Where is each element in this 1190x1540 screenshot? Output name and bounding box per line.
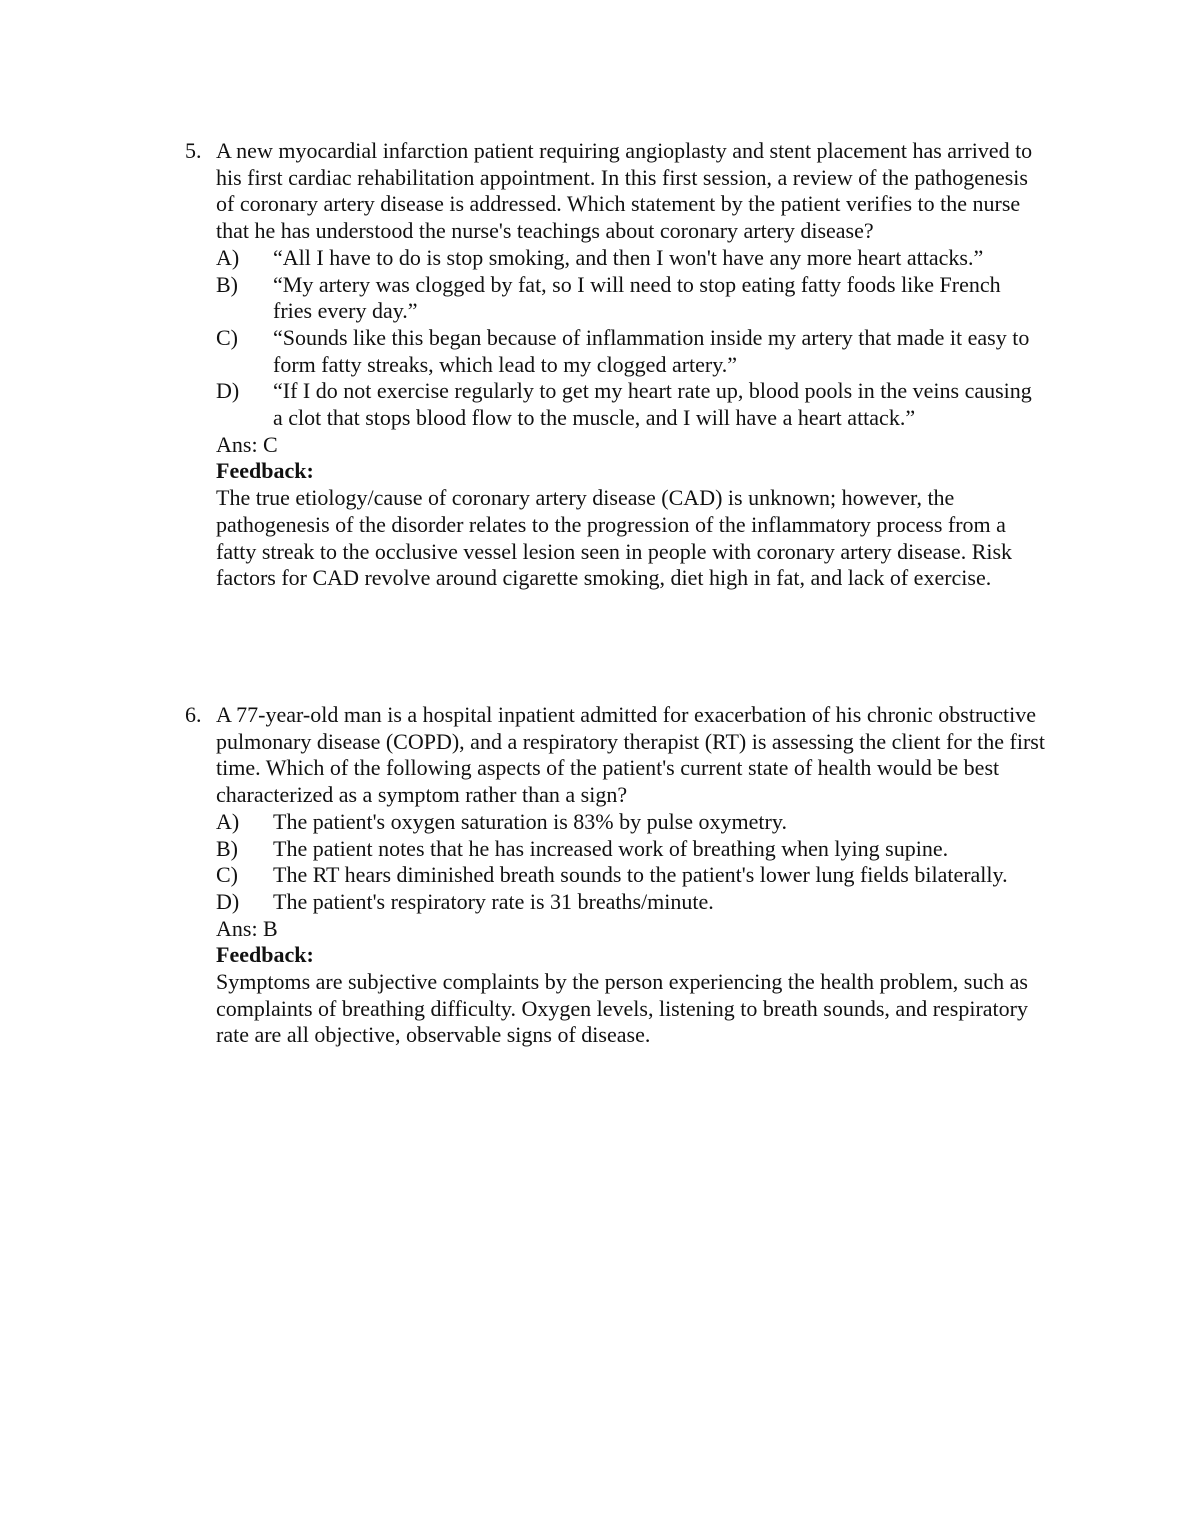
option-letter: D) (216, 888, 240, 914)
answer-options (216, 809, 1045, 916)
option-b (216, 836, 1045, 863)
option-letter: A) (216, 244, 240, 270)
feedback-heading: Feedback: (216, 942, 314, 968)
option-letter: B) (216, 271, 238, 297)
option-a (216, 245, 1045, 272)
option-letter: C) (216, 324, 238, 350)
question-header (185, 138, 1045, 592)
option-text: “All I have to do is stop smoking, and then I won't have any more heart attacks.” (273, 244, 984, 270)
option-text: The patient's oxygen saturation is 83% by pulse oxymetry. (273, 808, 787, 834)
answer-key: Ans: B (216, 915, 278, 941)
option-text: The patient notes that he has increased work of breathing when lying supine. (273, 835, 949, 861)
answer-options (216, 245, 1045, 432)
option-b (216, 272, 1045, 325)
question-header (185, 702, 1045, 1049)
question-number: 6. (185, 702, 202, 727)
question-content (216, 702, 1045, 1049)
feedback-text: Symptoms are subjective complaints by the person experiencing the health problem, such as complaints of breathing difficulty. Oxygen levels, listening to breath sounds, and respiratory rate are all objective, observable signs of disease. (216, 969, 1028, 1048)
option-letter: C) (216, 862, 238, 888)
question-content (216, 138, 1045, 592)
option-text: “If I do not exercise regularly to get my heart rate up, blood pools in the veins causing a clot that stops blood flow to the muscle, and I will have a heart attack.” (273, 378, 1032, 431)
question-6 (185, 702, 1045, 1049)
option-c (216, 862, 1045, 889)
answer-key: Ans: C (216, 431, 278, 457)
question-5 (185, 138, 1045, 592)
question-stem: A 77-year-old man is a hospital inpatient admitted for exacerbation of his chronic obstructive pulmonary disease (COPD), and a respiratory therapist (RT) is assessing the client for the first time. Which of the following aspects of the patient's current state of health would be best characterized as a symptom rather than a sign? (216, 702, 1045, 808)
option-text: The RT hears diminished breath sounds to the patient's lower lung fields bilaterally. (273, 862, 1008, 888)
feedback-heading: Feedback: (216, 458, 314, 484)
question-number: 5. (185, 138, 202, 163)
feedback-text: The true etiology/cause of coronary artery disease (CAD) is unknown; however, the pathogenesis of the disorder relates to the progression of the inflammatory process from a fatty streak to the occlusive vessel lesion seen in people with coronary artery disease. Risk factors for CAD revolve around cigarette smoking, diet high in fat, and lack of exercise. (216, 485, 1013, 591)
option-d (216, 889, 1045, 916)
option-letter: D) (216, 378, 240, 404)
option-text: The patient's respiratory rate is 31 breaths/minute. (273, 888, 714, 914)
option-text: “My artery was clogged by fat, so I will need to stop eating fatty foods like French fries every day.” (273, 271, 1001, 324)
option-letter: A) (216, 808, 240, 834)
option-letter: B) (216, 835, 238, 861)
question-stem: A new myocardial infarction patient requiring angioplasty and stent placement has arrived to his first cardiac rehabilitation appointment. In this first session, a review of the pathogenesis of coronary artery disease is addressed. Which statement by the patient verifies to the nurse that he has understood the nurse's teachings about coronary artery disease? (216, 138, 1033, 244)
option-text: “Sounds like this began because of inflammation inside my artery that made it easy to form fatty streaks, which lead to my clogged artery.” (273, 324, 1030, 377)
option-d (216, 378, 1045, 431)
option-a (216, 809, 1045, 836)
option-c (216, 325, 1045, 378)
